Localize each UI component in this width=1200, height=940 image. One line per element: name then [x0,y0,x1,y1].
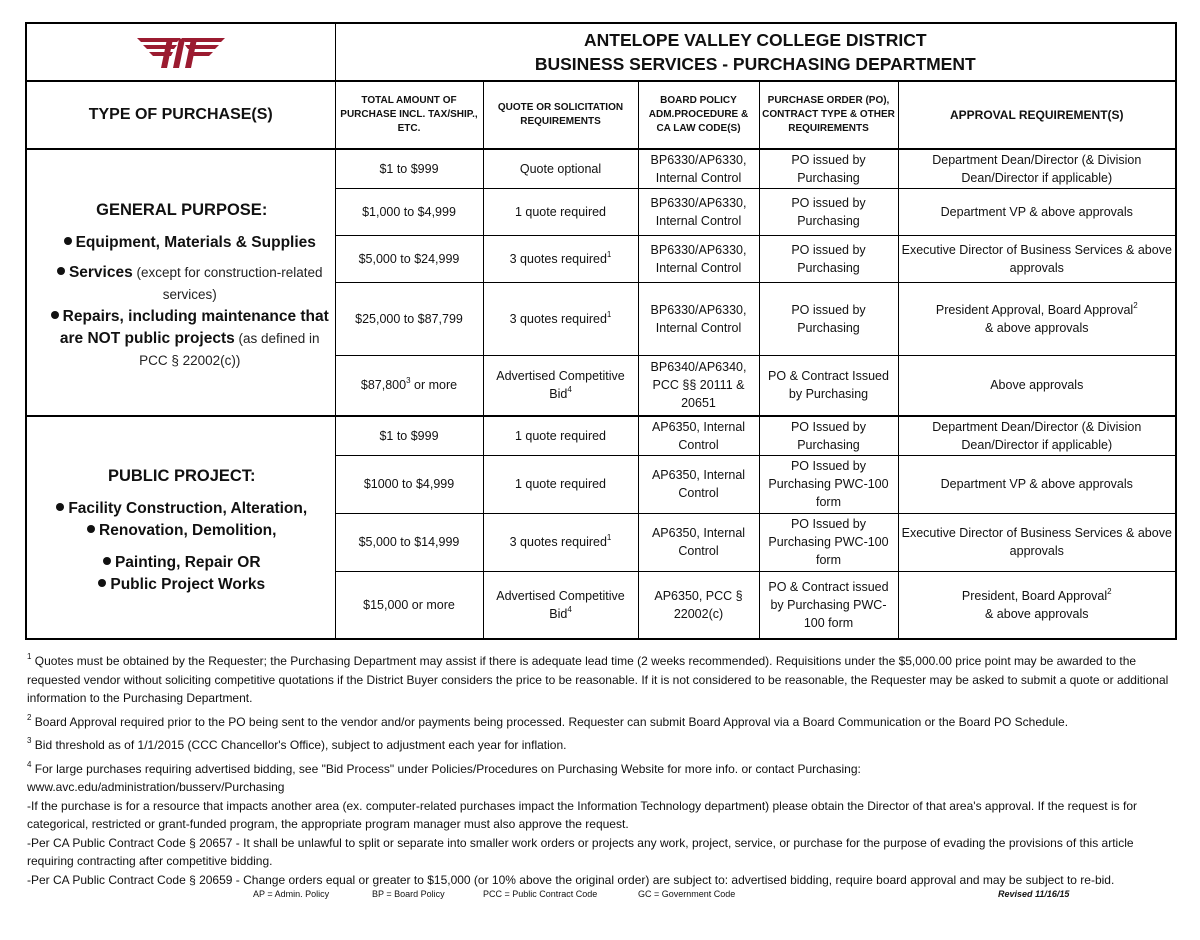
quote-cell: 3 quotes required$^1$ [483,236,638,283]
po-cell: PO & Contract issued by Purchasing PWC-100 form [759,571,898,639]
col-type-header: TYPE OF PURCHASE(S) [26,81,335,149]
po-cell: PO issued by Purchasing [759,283,898,356]
approval-cell: Department VP & above approvals [898,189,1176,236]
policy-cell: AP6350, Internal Control [638,513,759,571]
quote-cell: 1 quote required [483,189,638,236]
legend-ap: AP = Admin. Policy [253,889,330,899]
legend-gc: GC = Government Code [638,889,736,899]
po-cell: PO issued by Purchasing [759,189,898,236]
section-title: GENERAL PURPOSE: [96,201,268,220]
bullet-icon [56,503,64,511]
approval-cell: President Approval, Board Approval$^2$ & above approvals [898,283,1176,356]
col-policy-header: BOARD POLICY ADM.PROCEDURE & CA LAW CODE(S) [638,81,759,149]
quote-cell: Advertised Competitive Bid$^4$ [483,356,638,416]
footnotes [27,652,1177,889]
approval-cell: Department VP & above approvals [898,455,1176,513]
col-approval-header: APPROVAL REQUIREMENT(S) [898,81,1176,149]
policy-cell: AP6350, Internal Control [638,416,759,456]
page-title [335,23,1176,81]
approval-cell: Department Dean/Director (& Division Dean/Director if applicable) [898,149,1176,189]
list-item: Repairs, including maintenance that are NOT public projects (as defined in PCC § 22002(c)) [27,306,335,372]
po-cell: PO Issued by Purchasing PWC-100 form [759,513,898,571]
bullet-icon [64,237,72,245]
legend-bp: BP = Board Policy [372,889,445,899]
purchasing-matrix [25,22,1175,640]
district-name: ANTELOPE VALLEY COLLEGE DISTRICT [583,30,927,50]
amount-cell: $15,000 or more [335,571,483,639]
col-quote-header: QUOTE OR SOLICITATION REQUIREMENTS [483,81,638,149]
amount-cell: $5,000 to $24,999 [335,236,483,283]
footnote-3: $^3$ Bid threshold as of 1/1/2015 (CCC Chancellor's Office), subject to adjustment each year for inflation. [27,736,567,752]
amount-cell: $1,000 to $4,999 [335,189,483,236]
policy-cell: AP6350, Internal Control [638,455,759,513]
section-title: PUBLIC PROJECT: [107,467,256,486]
bullet-icon [98,579,106,587]
amount-cell: $1 to $999 [335,149,483,189]
amount-cell: $1 to $999 [335,416,483,456]
footnote-4: $^4$ For large purchases requiring advertised bidding, see "Bid Process" under Policies/Procedures on Purchasing Website for more info. or contact Purchasing: [27,759,861,776]
po-cell: PO Issued by Purchasing [759,416,898,456]
quote-cell: 3 quotes required$^1$ [483,513,638,571]
list-item: Services (except for construction-related services) [27,262,335,306]
policy-cell: BP6330/AP6330, Internal Control [638,283,759,356]
quote-cell: Advertised Competitive Bid$^4$ [483,571,638,639]
list-item: Renovation, Demolition, [27,520,335,542]
bullet-icon [87,525,95,533]
department-name: BUSINESS SERVICES - PURCHASING DEPARTMENT [534,54,976,74]
public-project-type [26,416,335,640]
po-cell: PO & Contract Issued by Purchasing [759,356,898,416]
table-row [26,149,1176,189]
quote-cell: 3 quotes required$^1$ [483,283,638,356]
list-item: Painting, Repair OR [27,552,335,574]
purchasing-url[interactable]: www.avc.edu/administration/busserv/Purchasing [27,780,285,794]
bullet-icon [51,311,59,319]
table-row [26,416,1176,456]
note-pcc-20657: -Per CA Public Contract Code § 20657 - It shall be unlawful to split or separate into smaller work orders or projects any work, project, service, or purchase for the purpose of evading the provisions of this article requiring contracting after competitive bidding. [27,835,1134,868]
logo-cell [26,23,335,81]
approval-cell: President, Board Approval$^2$ & above approvals [898,571,1176,639]
revised-date: Revised 11/16/15 [998,889,1070,899]
col-amount-header: TOTAL AMOUNT OF PURCHASE INCL. TAX/SHIP., ETC. [335,81,483,149]
note-pcc-20659: -Per CA Public Contract Code § 20659 - Change orders equal or greater to $15,000 (or 10% above the original order) are subject to: advertised bidding, require board approval and may be subject to re-bid. [27,872,1115,887]
legend-pcc: PCC = Public Contract Code [483,889,598,899]
approval-cell: Executive Director of Business Services & above approvals [898,513,1176,571]
bullet-icon [57,267,65,275]
policy-cell: BP6330/AP6330, Internal Control [638,236,759,283]
bullet-icon [103,557,111,565]
amount-cell: $87,800$^3$ or more [335,356,483,416]
list-item: Facility Construction, Alteration, [27,498,335,520]
col-po-header: PURCHASE ORDER (PO), CONTRACT TYPE & OTHER REQUIREMENTS [759,81,898,149]
approval-cell: Above approvals [898,356,1176,416]
policy-cell: BP6340/AP6340, PCC §§ 20111 & 20651 [638,356,759,416]
footnote-2: $^2$ Board Approval required prior to the PO being sent to the vendor and/or payments being processed. Requester can submit Board Approval via a Board Communication or the Board PO Schedule. [27,712,1069,729]
quote-cell: Quote optional [483,149,638,189]
footnote-1: $^1$ Quotes must be obtained by the Requester; the Purchasing Department may assist if there is adequate lead time (2 weeks recommended). Requisitions under the $5,000.00 price point may be awarded to the requested vendor without soliciting competitive quotations if the District Buyer considers the price to be reasonable. If it is not considered to be reasonable, the Requester may be asked to submit a quote or additional information to the Purchasing Department. [27,652,1169,705]
general-purpose-type [26,149,335,416]
approval-cell: Department Dean/Director (& Division Dean/Director if applicable) [898,416,1176,456]
po-cell: PO issued by Purchasing [759,236,898,283]
po-cell: PO issued by Purchasing [759,149,898,189]
note-resource-impact: -If the purchase is for a resource that impacts another area (ex. computer-related purchases impact the Information Technology department) please obtain the Director of that area's approval. If the request is for categorical, restricted or grant-funded program, the appropriate program manager must also approve the request. [27,798,1137,831]
po-cell: PO Issued by Purchasing PWC-100 form [759,455,898,513]
amount-cell: $1000 to $4,999 [335,455,483,513]
approval-cell: Executive Director of Business Services & above approvals [898,236,1176,283]
policy-cell: AP6350, PCC § 22002(c) [638,571,759,639]
quote-cell: 1 quote required [483,455,638,513]
policy-cell: BP6330/AP6330, Internal Control [638,189,759,236]
quote-cell: 1 quote required [483,416,638,456]
list-item: Equipment, Materials & Supplies [27,232,335,254]
list-item: Public Project Works [27,574,335,596]
policy-cell: BP6330/AP6330, Internal Control [638,149,759,189]
amount-cell: $5,000 to $14,999 [335,513,483,571]
purchase-requirements-table [25,22,1177,640]
avc-logo-icon [137,35,225,69]
amount-cell: $25,000 to $87,799 [335,283,483,356]
